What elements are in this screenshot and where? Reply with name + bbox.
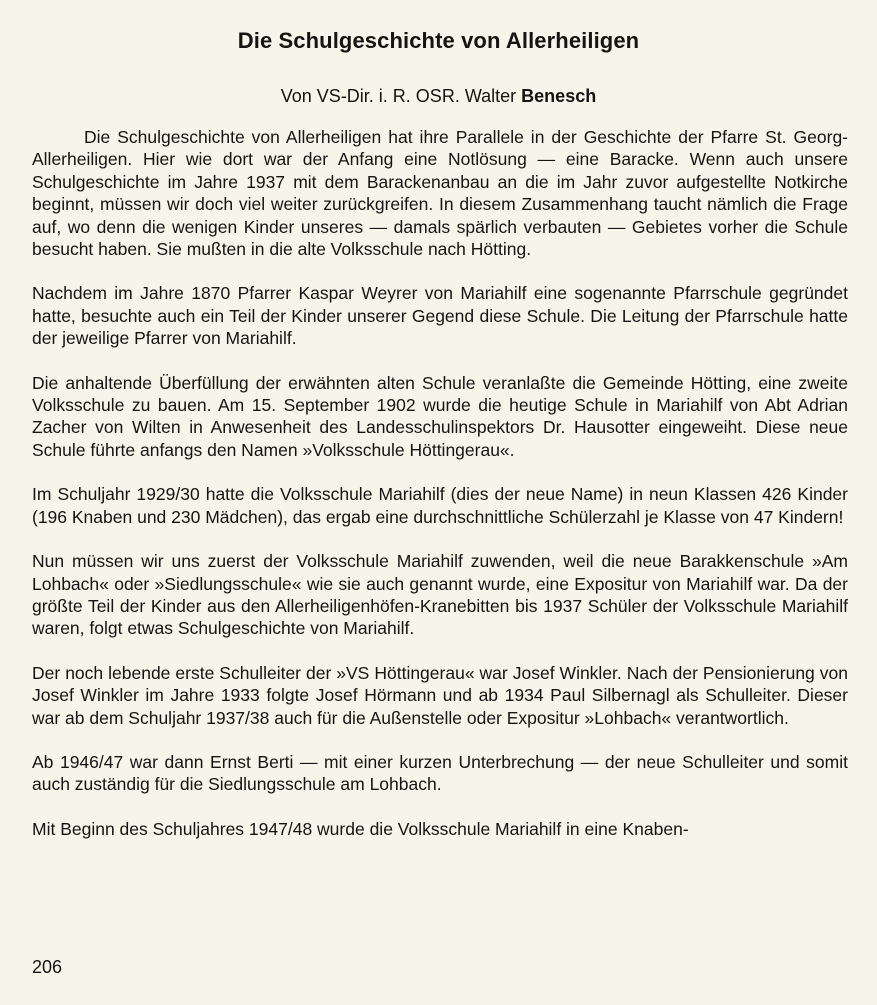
byline-prefix: Von VS-Dir. i. R. OSR. Walter [280, 86, 517, 106]
article-title: Die Schulgeschichte von Allerheiligen [237, 28, 640, 53]
page-number: 206 [32, 957, 63, 977]
byline [0, 86, 877, 107]
paragraph-5: Nun müssen wir uns zuerst der Volksschule Mariahilf zuwenden, weil die neue Barakkenschule »Am Lohbach« oder »Siedlungsschule« wie sie auch genannt wurde, eine Expositur von Mariahilf war. Da der größte Teil der Kinder aus den Allerheiligenhöfen-Kranebitten bis 1937 Schüler der Volksschule Mariahilf waren, folgt etwas Schulgeschichte von Mariahilf. [32, 551, 848, 639]
paragraph-7: Ab 1946/47 war dann Ernst Berti — mit einer kurzen Unterbrechung — der neue Schulleiter und somit auch zuständig für die Siedlungsschule am Lohbach. [32, 751, 848, 795]
byline-author: Benesch [521, 86, 597, 106]
paragraph-3: Die anhaltende Überfüllung der erwähnten alten Schule veranlaßte die Gemeinde Hötting, eine zweite Volksschule zu bauen. Am 15. September 1902 wurde die heutige Schule in Mariahilf von Abt Adrian Zacher von Wilten in Anwesenheit des Landesschulinspektors Dr. Hausotter eingeweiht. Diese neue Schule führte anfangs den Namen »Volksschule Höttingerau«. [32, 372, 848, 460]
paragraph-6: Der noch lebende erste Schulleiter der »VS Höttingerau« war Josef Winkler. Nach der Pensionierung von Josef Winkler im Jahre 1933 folgte Josef Hörmann und ab 1934 Paul Silbernagl als Schulleiter. Dieser war ab dem Schuljahr 1937/38 auch für die Außenstelle oder Expositur »Lohbach« verantwortlich. [32, 662, 848, 728]
paragraph-4: Im Schuljahr 1929/30 hatte die Volksschule Mariahilf (dies der neue Name) in neun Klassen 426 Kinder (196 Knaben und 230 Mädchen), das ergab eine durchschnittliche Schülerzahl je Klasse von 47 Kindern! [32, 484, 848, 527]
paragraph-2: Nachdem im Jahre 1870 Pfarrer Kaspar Weyrer von Mariahilf eine sogenannte Pfarrschule gegründet hatte, besuchte auch ein Teil der Kinder unserer Gegend diese Schule. Die Leitung der Pfarrschule hatte der jeweilige Pfarrer von Mariahilf. [32, 283, 848, 349]
paragraph-1: Die Schulgeschichte von Allerheiligen hat ihre Parallele in der Geschichte der Pfarre St. Georg-Allerheiligen. Hier wie dort war der Anfang eine Notlösung — eine Baracke. Wenn auch unsere Schulgeschichte im Jahre 1937 mit dem Barackenanbau an die im Jahr zuvor aufgestellte Notkirche beginnt, müssen wir doch viel weiter zurückgreifen. In diesem Zusammenhang taucht nämlich die Frage auf, wo denn die wenigen Kinder unseres — damals spärlich verbauten — Gebietes vorher die Schule besucht haben. Sie mußten in die alte Volksschule nach Hötting. [32, 127, 848, 260]
article-body [32, 126, 848, 862]
paragraph-8: Mit Beginn des Schuljahres 1947/48 wurde die Volksschule Mariahilf in eine Knaben- [32, 818, 689, 839]
